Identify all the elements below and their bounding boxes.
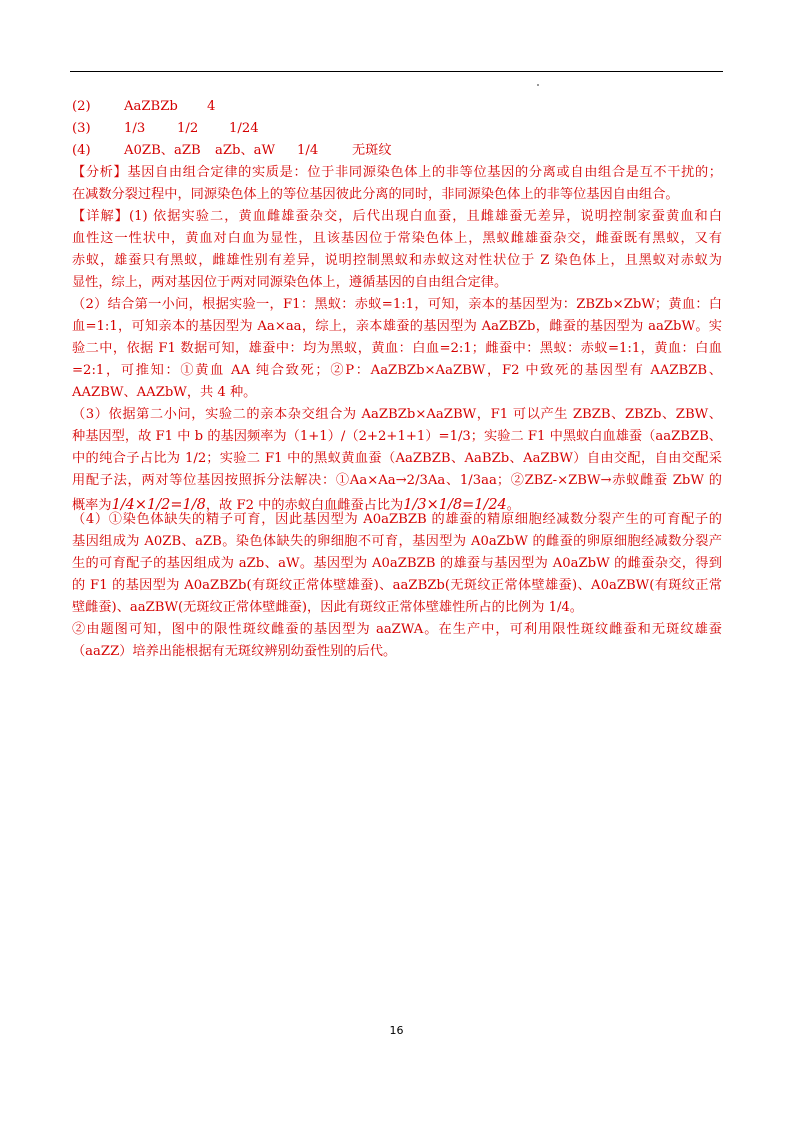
answer-item: 1/24 (229, 121, 259, 136)
probability-suffix: 。 (506, 498, 520, 513)
detail-line: （2）结合第一小问，根据实验一，F1：黑蚁：赤蚁=1:1，可知，亲本的基因型为：ZBZb×ZbW；黄血：白 (72, 297, 722, 312)
analysis-line: 在减数分裂过程中，同源染色体上的等位基因彼此分离的同时，非同源染色体上的非等位基因自由组合。 (72, 187, 679, 202)
header-rule (70, 71, 723, 72)
probability-prefix: 概率为 (72, 498, 112, 513)
answer-item: 1/3 (124, 121, 146, 136)
answer-number: (3) (72, 121, 91, 136)
detail4-line: 的 F1 的基因型为 A0aZBZb(有斑纹正常体壁雄蚕)、aaZBZb(无斑纹正常体壁雄蚕)、A0aZBW(有斑纹正常 (72, 578, 722, 593)
detail-line: 种基因型，故 F1 中 b 的基因频率为（1+1）/（2+2+1+1）=1/3；实验二 F1 中黑蚁白血雄蚕（aaZBZB、 (72, 429, 722, 444)
detail4-line: （aaZZ）培养出能根据有无斑纹辨别幼蚕性别的后代。 (72, 644, 397, 659)
answer-item: 无斑纹 (352, 143, 392, 158)
detail4-line: ②由题图可知，图中的限性斑纹雌蚕的基因型为 aaZWA。在生产中，可利用限性斑纹雌蚕和无斑纹雄蚕 (72, 622, 722, 637)
detail4-line: 基因组成为 A0ZB、aZB。染色体缺失的卵细胞不可育，基因型为 A0aZbW 的雌蚕的卵原细胞经减数分裂产 (72, 534, 722, 549)
probability-middle: ，故 F2 中的赤蚁白血雌蚕占比为 (205, 498, 404, 513)
analysis-line: 【分析】基因自由组合定律的实质是：位于非同源染色体上的非等位基因的分离或自由组合是互不干扰的； (72, 165, 722, 180)
detail4-line: 生的可育配子的基因组成为 aZb、aW。基因型为 A0aZBZB 的雄蚕与基因型为 A0aZbW 的雌蚕杂交，得到 (72, 556, 722, 571)
detail-line: 赤蚁，雄蚕只有黑蚁，雌雄性别有差异，说明控制黑蚁和赤蚁这对性状位于 Z 染色体上，且黑蚁对赤蚁为 (72, 253, 722, 268)
header-dot (537, 84, 539, 86)
detail-line: 验二中，依据 F1 数据可知，雄蚕中：均为黑蚁，黄血：白血=2:1；雌蚕中：黑蚁：赤蚁=1:1，黄血：白血 (72, 341, 722, 356)
probability-expression: 1/3×1/8=1/24 (403, 497, 507, 513)
answer-number: (4) (72, 143, 91, 158)
answer-item: 4 (207, 99, 216, 114)
detail-line: （3）依据第二小问，实验二的亲本杂交组合为 AaZBZb×AaZBW，F1 可以产生 ZBZB、ZBZb、ZBW、 (72, 407, 722, 422)
answer-item: 1/2 (177, 121, 199, 136)
detail-line: 血=1:1，可知亲本的基因型为 Aa×aa，综上，亲本雄蚕的基因型为 AaZBZb，雌蚕的基因型为 aaZbW。实 (72, 319, 722, 334)
detail4-line: 壁雌蚕)、aaZBW(无斑纹正常体壁雌蚕)，因此有斑纹正常体壁雄性所占的比例为 1/4。 (72, 600, 583, 615)
answer-line-4 (72, 140, 392, 162)
page-number: 16 (389, 1024, 404, 1037)
detail-line: 【详解】(1) 依据实验二，黄血雌雄蚕杂交，后代出现白血蚕，且雌雄蚕无差异，说明控制家蚕黄血和白 (72, 209, 722, 224)
detail-line: 用配子法，两对等位基因按照拆分法解决：①Aa×Aa→2/3Aa、1/3aa；②ZBZ-×ZBW→赤蚁雌蚕 ZbW 的 (72, 473, 722, 488)
answer-line-3 (72, 118, 259, 140)
answer-item: aZb、aW (215, 143, 276, 158)
answer-item: AaZBZb (124, 99, 178, 114)
detail-line: 血性这一性状中，黄血对白血为显性，且该基因位于常染色体上，黑蚁雌雄蚕杂交，雌蚕既有黑蚁，又有 (72, 231, 722, 246)
answer-line-2 (72, 96, 215, 118)
detail-line: =2:1，可推知：①黄血 AA 纯合致死；②P：AaZBZb×AaZBW，F2 中致死的基因型有 AAZBZB、 (72, 363, 722, 378)
answer-number: (2) (72, 99, 91, 114)
answer-item: A0ZB、aZB (124, 143, 201, 158)
detail-line: 显性，综上，两对基因位于两对同源染色体上，遵循基因的自由组合定律。 (72, 275, 508, 290)
detail-line: AAZBW、AAZbW，共 4 种。 (72, 385, 257, 400)
detail4-line: （4）①染色体缺失的精子可育，因此基因型为 A0aZBZB 的雄蚕的精原细胞经减数分裂产生的可育配子的 (72, 512, 722, 527)
detail-line: 中的纯合子占比为 1/2；实验二 F1 中的黑蚁黄血蚕（AaZBZB、AaBZb、AaZBW）自由交配，自由交配采 (72, 451, 722, 466)
probability-expression: 1/4×1/2=1/8 (111, 497, 206, 513)
answer-item: 1/4 (297, 143, 319, 158)
